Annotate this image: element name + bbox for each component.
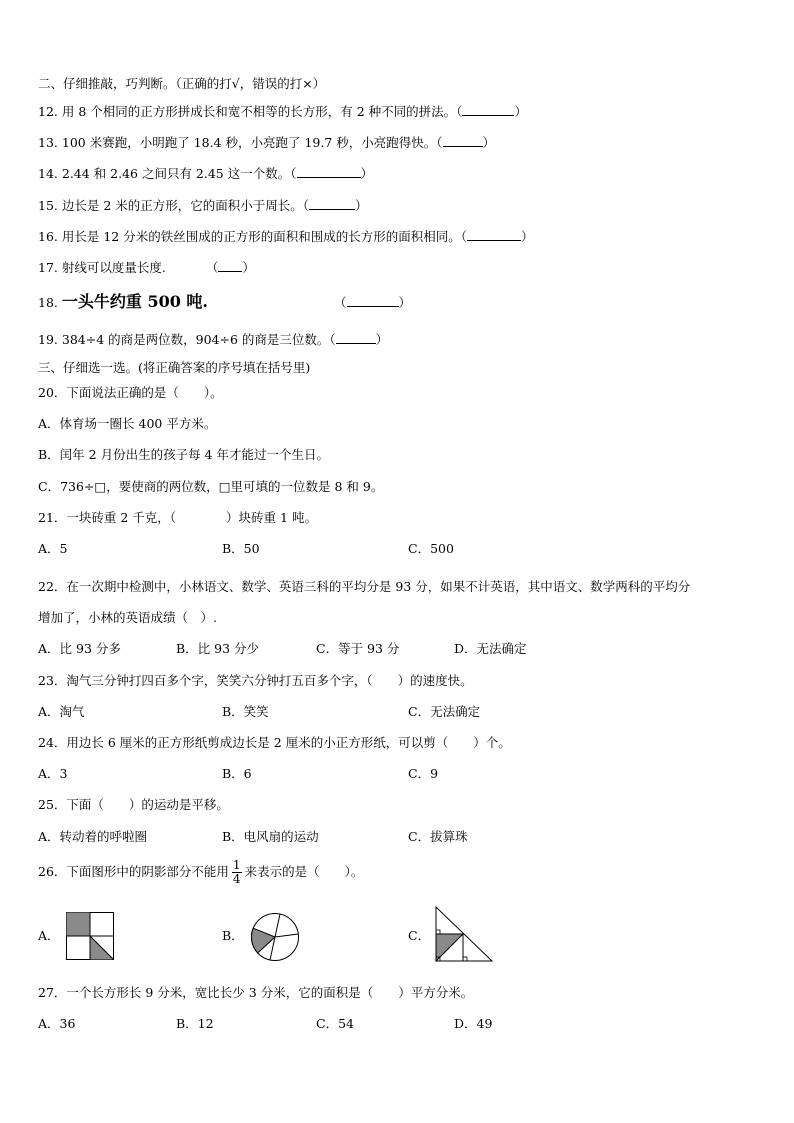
q24-stem: 24．用边长 6 厘米的正方形纸剪成边长是 2 厘米的小正方形纸，可以剪（ ）个。 (38, 735, 511, 750)
q20-stem: 20．下面说法正确的是（ ）。 (38, 385, 223, 400)
q17-number: 17. (38, 260, 58, 275)
q23-stem: 23．淘气三分钟打四百多个字，笑笑六分钟打五百多个字，（ ）的速度快。 (38, 673, 473, 688)
q16-close: ） (520, 229, 534, 244)
q20-option-a[interactable]: A．体育场一圈长 400 平方米。 (38, 416, 217, 431)
q21-stem: 21．一块砖重 2 千克，（ ）块砖重 1 吨。 (38, 510, 317, 525)
q19-text: 384÷4 的商是两位数，904÷6 的商是三位数。（ (61, 332, 336, 347)
q19-close: ） (375, 332, 389, 347)
section2-heading: 二、仔细推敲，巧判断。（正确的打√，错误的打×） (38, 76, 326, 91)
question-14 (38, 166, 373, 182)
q20-option-b[interactable]: B．闰年 2 月份出生的孩子每 4 年才能过一个生日。 (38, 447, 329, 462)
q14-text: 2.44 和 2.46 之间只有 2.45 这一个数。（ (61, 166, 297, 181)
fraction-one-quarter (232, 859, 242, 886)
q18-text: 一头牛约重 500 吨. (61, 292, 208, 311)
q26-stem (38, 857, 363, 887)
q13-text: 100 米赛跑，小明跑了 18.4 秒，小亮跑了 19.7 秒，小亮跑得快。（ (61, 135, 443, 150)
q16-text: 用长是 12 分米的铁丝围成的正方形的面积和围成的长方形的面积相同。（ (61, 229, 467, 244)
q16-number: 16. (38, 229, 58, 244)
q25-option-c[interactable]: C．拔算珠 (408, 829, 468, 844)
q17-close: ） (242, 260, 255, 275)
question-18 (38, 294, 411, 311)
q26-option-b[interactable]: B． (222, 928, 244, 943)
q27-option-d[interactable]: D．49 (454, 1016, 493, 1031)
q25-stem: 25．下面（ ）的运动是平移。 (38, 797, 229, 812)
question-13 (38, 135, 495, 151)
q19-answer-blank[interactable] (336, 332, 376, 344)
q27-option-c[interactable]: C．54 (316, 1016, 354, 1031)
q23-option-c[interactable]: C．无法确定 (408, 704, 481, 719)
q12-answer-blank[interactable] (462, 104, 514, 116)
q19-number: 19. (38, 332, 58, 347)
q22-stem-line2: 增加了，小林的英语成绩（ ）. (38, 610, 217, 625)
q26-stem-after: 来表示的是（ ）。 (244, 864, 364, 879)
q27-option-a[interactable]: A．36 (38, 1016, 76, 1031)
q22-option-a[interactable]: A．比 93 分多 (38, 641, 121, 656)
q24-option-a[interactable]: A．3 (38, 766, 68, 781)
q24-option-b[interactable]: B．6 (222, 766, 252, 781)
q15-text: 边长是 2 米的正方形，它的面积小于周长。（ (61, 198, 310, 213)
q18-close: ） (398, 295, 412, 310)
q25-option-b[interactable]: B．电风扇的运动 (222, 829, 319, 844)
q27-stem: 27．一个长方形长 9 分米，宽比长少 3 分米，它的面积是（ ）平方分米。 (38, 985, 474, 1000)
fraction-denominator: 4 (232, 872, 241, 886)
q14-number: 14. (38, 166, 58, 181)
q22-option-b[interactable]: B．比 93 分少 (176, 641, 260, 656)
q22-stem-line1: 22．在一次期中检测中，小林语文、数学、英语三科的平均分是 93 分，如果不计英语，其中语文、数学两科的平均分 (38, 579, 691, 594)
question-19 (38, 332, 388, 348)
question-15 (38, 198, 368, 214)
q13-close: ） (482, 135, 496, 150)
q12-number: 12. (38, 104, 58, 119)
q22-option-c[interactable]: C．等于 93 分 (316, 641, 400, 656)
q17-open: （ (205, 260, 219, 275)
question-16 (38, 229, 534, 245)
fraction-numerator: 1 (232, 858, 241, 872)
q12-text: 用 8 个相同的正方形拼成长和宽不相等的长方形，有 2 种不同的拼法。（ (61, 104, 463, 119)
q26-figure-c-triangle (434, 905, 494, 963)
q15-close: ） (355, 198, 368, 213)
q26-option-a[interactable]: A． (38, 928, 60, 943)
q15-answer-blank[interactable] (309, 198, 355, 210)
q23-option-b[interactable]: B．笑笑 (222, 704, 269, 719)
q26-option-c[interactable]: C． (408, 928, 431, 943)
q22-option-d[interactable]: D．无法确定 (454, 641, 527, 656)
q21-option-b[interactable]: B．50 (222, 541, 260, 556)
q17-answer-blank[interactable] (218, 260, 242, 272)
q18-number: 18. (38, 295, 58, 310)
q18-open: （ (334, 295, 347, 310)
q23-option-a[interactable]: A．淘气 (38, 704, 85, 719)
q17-text: 射线可以度量长度. (61, 260, 166, 275)
q13-number: 13. (38, 135, 58, 150)
q21-option-c[interactable]: C．500 (408, 541, 454, 556)
question-17 (38, 260, 255, 276)
q14-answer-blank[interactable] (297, 166, 361, 178)
q24-option-c[interactable]: C．9 (408, 766, 439, 781)
q26-figure-b-circle (250, 912, 300, 962)
q26-figure-a-square (66, 912, 114, 960)
q15-number: 15. (38, 198, 58, 213)
section3-heading: 三、仔细选一选。(将正确答案的序号填在括号里) (38, 360, 311, 375)
q13-answer-blank[interactable] (443, 135, 483, 147)
question-12 (38, 104, 527, 120)
q16-answer-blank[interactable] (467, 229, 521, 241)
q18-answer-blank[interactable] (347, 295, 399, 307)
q12-close: ） (514, 104, 527, 119)
q14-close: ） (360, 166, 374, 181)
q27-option-b[interactable]: B．12 (176, 1016, 214, 1031)
q26-stem-before: 26．下面图形中的阴影部分不能用 (38, 864, 229, 879)
q25-option-a[interactable]: A．转动着的呼啦圈 (38, 829, 148, 844)
q21-option-a[interactable]: A．5 (38, 541, 68, 556)
q20-option-c[interactable]: C．736÷□，要使商的两位数，□里可填的一位数是 8 和 9。 (38, 479, 384, 494)
